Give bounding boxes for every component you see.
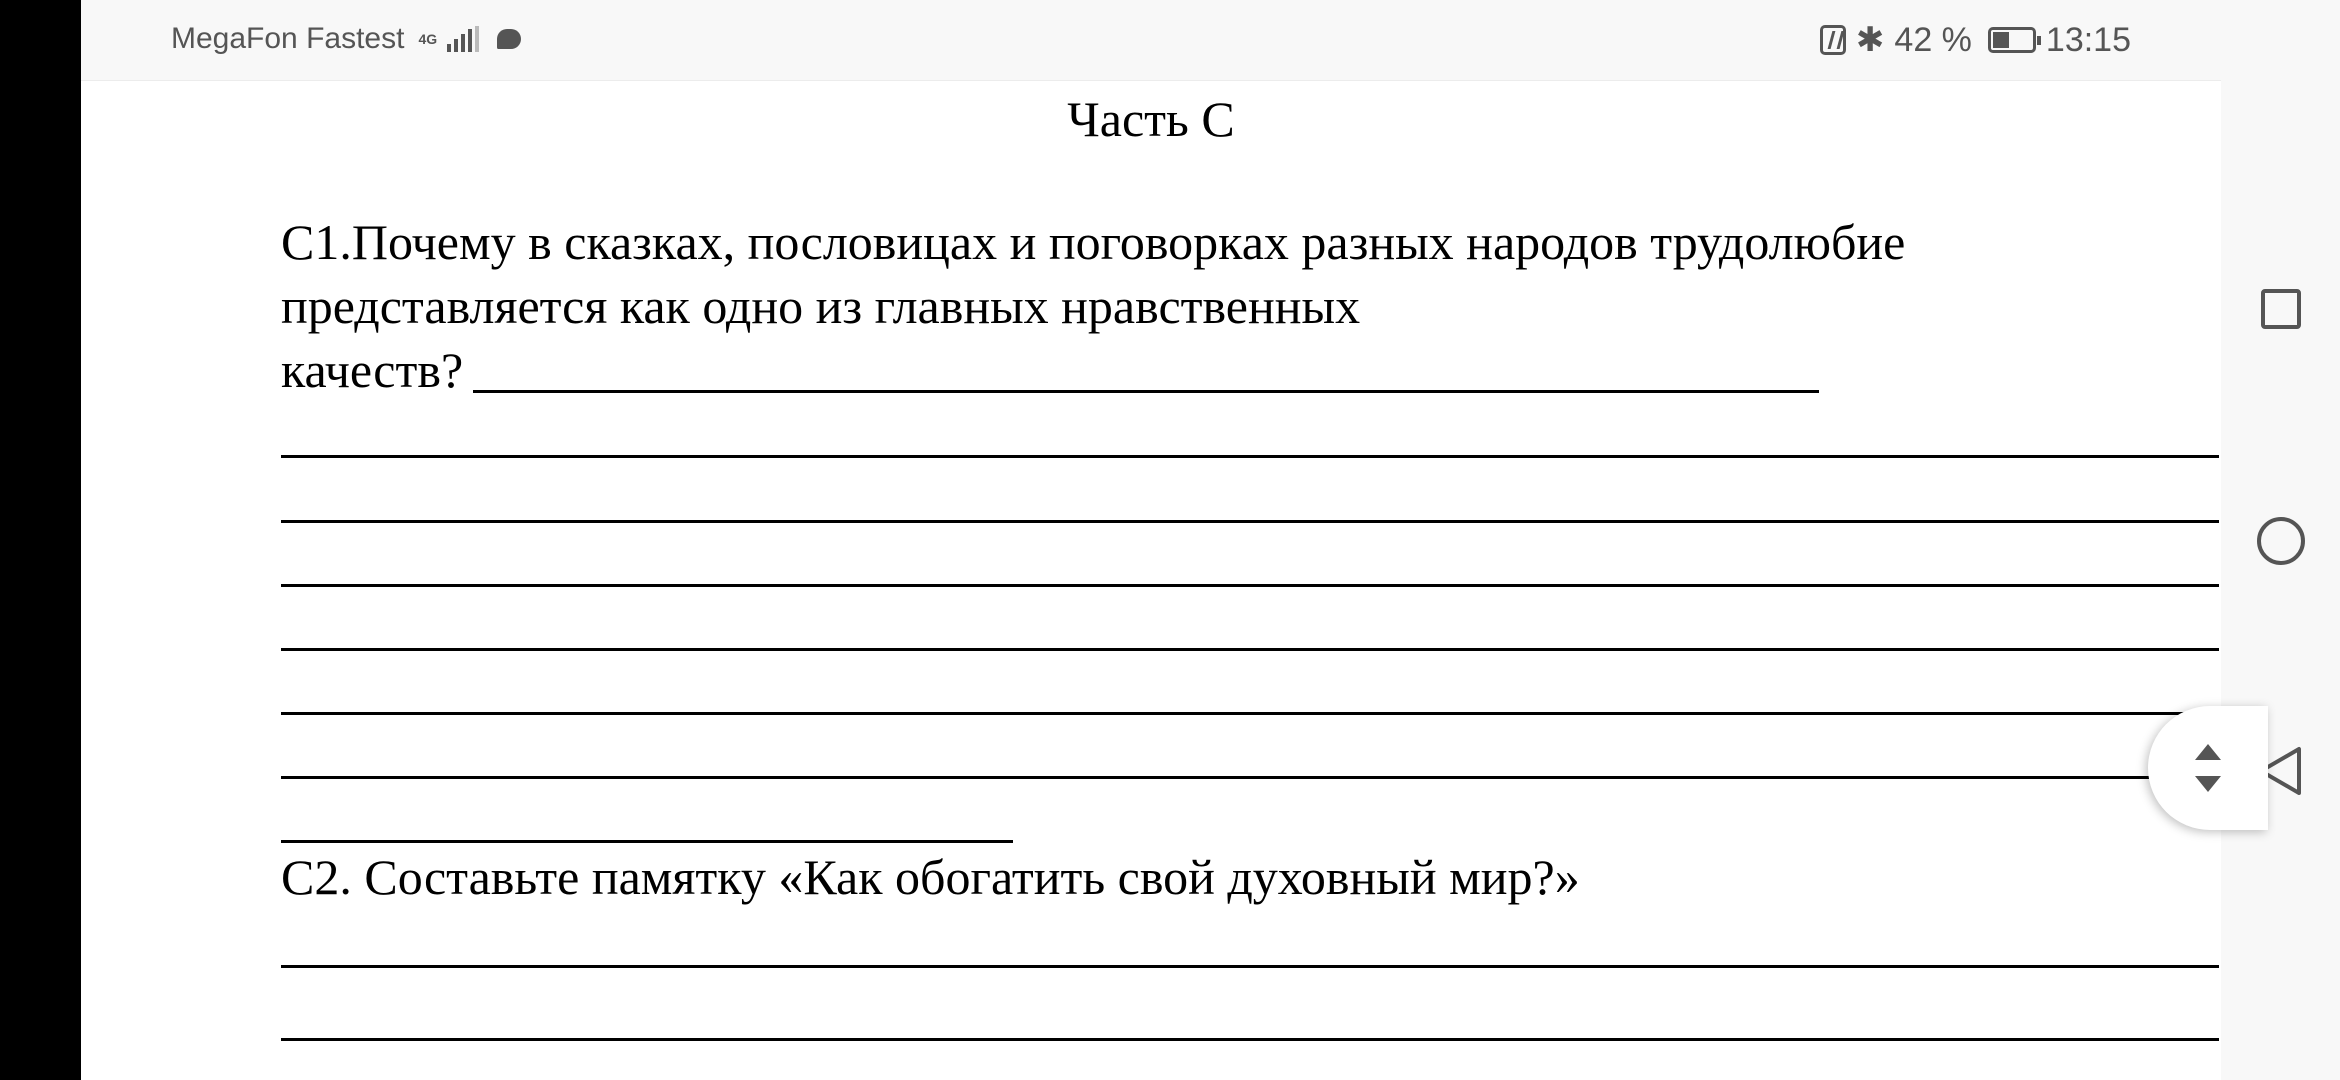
- question-c1: [281, 210, 2181, 402]
- answer-line: [281, 712, 2219, 715]
- bluetooth-icon: ✱: [1855, 21, 1885, 59]
- question-c1-line: представляется как одно из главных нравственных: [281, 278, 1361, 334]
- left-black-bar: [0, 0, 81, 1080]
- carrier-name: MegaFon Fastest: [171, 22, 405, 55]
- network-type-icon: 4G: [418, 31, 438, 47]
- home-icon[interactable]: [2257, 517, 2305, 565]
- scroll-up-arrow-icon: [2195, 744, 2221, 760]
- document-page[interactable]: [81, 0, 2221, 1080]
- battery-icon: [1988, 27, 2036, 53]
- answer-blank-line: [473, 390, 1819, 393]
- answer-line: [281, 455, 2219, 458]
- scroll-handle[interactable]: [2148, 706, 2268, 830]
- signal-strength-icon: [447, 26, 479, 52]
- scroll-down-arrow-icon: [2195, 776, 2221, 792]
- status-right: [1820, 20, 2131, 60]
- recent-apps-icon[interactable]: [2261, 289, 2301, 329]
- nfc-icon: [1820, 25, 1846, 55]
- question-c1-line: качеств?: [281, 342, 464, 398]
- battery-percent: 42 %: [1894, 20, 1972, 59]
- answer-line: [281, 776, 2219, 779]
- status-left: [171, 22, 521, 56]
- answer-line: [281, 648, 2219, 651]
- message-notification-icon: [497, 29, 521, 49]
- answer-line: [281, 520, 2219, 523]
- answer-line: [281, 965, 2219, 968]
- clock: 13:15: [2045, 20, 2131, 59]
- navigation-bar: [2221, 0, 2340, 1080]
- battery-fill: [1993, 32, 2009, 48]
- answer-line: [281, 1038, 2219, 1041]
- part-title: Часть С: [1067, 91, 1235, 147]
- question-c1-line: С1.Почему в сказках, пословицах и поговорках разных народов трудолюбие: [281, 214, 1906, 270]
- answer-line: [281, 840, 1013, 843]
- status-bar: [81, 0, 2221, 81]
- answer-line: [281, 584, 2219, 587]
- question-c2: С2. Составьте памятку «Как обогатить свой духовный мир?»: [281, 849, 1580, 905]
